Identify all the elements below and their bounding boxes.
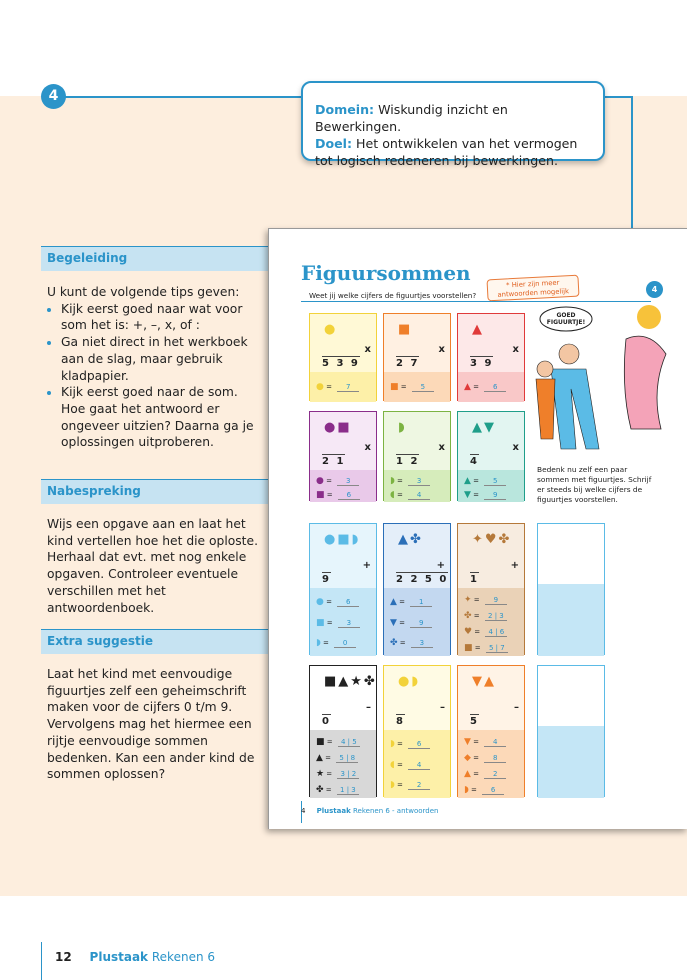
puzzle-symbols: ▲✤: [398, 532, 423, 547]
puzzle-result: 2 7: [396, 358, 420, 369]
answer-symbol: ■: [464, 642, 473, 653]
answer-equals: =: [323, 598, 335, 607]
answer-line: [390, 490, 430, 500]
answer-value: 0: [334, 639, 356, 648]
answer-value: 4 | 5: [338, 738, 360, 747]
answer-equals: =: [394, 760, 406, 769]
workbook-badge: 4: [646, 281, 663, 298]
begeleiding-header: Begeleiding: [41, 246, 269, 271]
puzzle-sum: [384, 666, 450, 730]
domain-label: Domein:: [315, 102, 375, 117]
answer-symbol: ▲: [464, 476, 471, 487]
puzzle-operator: x: [512, 344, 521, 355]
puzzle-operator: x: [512, 442, 521, 453]
puzzle-result: 0: [322, 716, 331, 727]
answer-symbol: ♥: [464, 626, 473, 637]
puzzle-symbols: ◗: [398, 420, 407, 435]
puzzle-card: [457, 665, 525, 797]
answer-equals: =: [394, 477, 406, 486]
answer-equals: =: [397, 639, 408, 648]
puzzle-sum: [458, 314, 524, 372]
puzzle-answers: [310, 730, 376, 798]
puzzle-card: [457, 523, 525, 655]
answer-value: 4: [484, 738, 506, 747]
puzzle-symbols: ▼▲: [472, 674, 496, 689]
answer-line: [464, 753, 506, 763]
answer-line: [390, 618, 432, 628]
puzzle-sum: [458, 666, 524, 730]
own-sum-card: [537, 523, 605, 655]
answer-value: 5: [484, 477, 506, 486]
answer-symbol: ▲: [316, 752, 323, 763]
answer-line: [464, 737, 506, 747]
puzzle-result: 4: [470, 456, 479, 467]
goal-label: Doel:: [315, 136, 353, 151]
puzzle-result: 2 1: [322, 456, 346, 467]
puzzle-card: [383, 523, 451, 655]
answer-value: 6: [408, 740, 430, 749]
workbook-footer: [301, 807, 439, 815]
puzzle-answers: [458, 588, 524, 656]
puzzle-answers: [458, 372, 524, 402]
answer-line: [390, 597, 432, 607]
answer-value: 1 | 3: [337, 786, 359, 795]
answer-value: 6: [337, 598, 359, 607]
workbook-question: Weet jij welke cijfers de figuurtjes voorstellen?: [309, 291, 477, 300]
tip-item: • Kijk eerst goed naar de som. Hoe gaat het antwoord er ongeveer uitzien? Daarna ga je oplossingen uitproberen.: [61, 384, 262, 451]
answer-value: 5 | 7: [486, 644, 508, 653]
answer-equals: =: [470, 477, 482, 486]
puzzle-result: 3 9: [470, 358, 494, 369]
puzzle-sum: [458, 412, 524, 470]
puzzle-operator: +: [436, 560, 447, 571]
answer-line: [464, 785, 504, 795]
cartoon-illustration: [531, 299, 681, 459]
workbook-note: * Hier zijn meer antwoorden mogelijk: [486, 275, 579, 302]
footer-brand: Plustaak: [89, 950, 149, 964]
answer-line: [390, 760, 430, 770]
answer-equals: =: [396, 618, 408, 627]
puzzle-sum: [384, 412, 450, 470]
puzzle-result: 2 2 5 0: [396, 574, 449, 585]
nabespreking-text: Wijs een opgave aan en laat het kind vertellen hoe het die oploste. Herhaal dat evt. met nog enkele opgaven. Controleer eventuele verschillen met het antwoordenboek.: [47, 517, 258, 615]
workbook-page: [268, 228, 687, 829]
answer-line: [390, 476, 430, 486]
answer-equals: =: [468, 785, 480, 794]
answer-line: [316, 597, 359, 607]
answer-value: 1: [410, 598, 432, 607]
answer-symbol: ■: [316, 737, 325, 748]
puzzle-operator: –: [366, 702, 373, 713]
tip-item: • Kijk eerst goed naar wat voor som het is: +, –, x, of :: [61, 301, 262, 334]
answer-symbol: ●: [316, 476, 324, 487]
answer-value: 8: [484, 754, 506, 763]
answer-symbol: ●: [316, 382, 324, 393]
answer-line: [464, 627, 507, 637]
puzzle-card: [309, 523, 377, 655]
svg-text:GOED: GOED: [556, 312, 576, 319]
answer-equals: =: [324, 769, 335, 778]
tip-item: • Ga niet direct in het werkboek aan de slag, maar gebruik kladpapier.: [61, 334, 262, 384]
answer-value: 9: [410, 619, 432, 628]
answer-equals: =: [396, 598, 408, 607]
puzzle-card: [383, 313, 451, 401]
answer-line: [390, 638, 433, 648]
puzzle-sum: [310, 524, 376, 588]
answer-equals: =: [322, 753, 334, 762]
puzzle-symbols: ▲▼: [472, 420, 496, 435]
puzzle-answers: [384, 588, 450, 656]
answer-line: [464, 769, 506, 779]
answer-value: 7: [337, 383, 359, 392]
puzzle-sum: [458, 524, 524, 588]
puzzle-result: 8: [396, 716, 405, 727]
section-number-badge: 4: [41, 84, 66, 109]
answer-line: [316, 753, 358, 763]
answer-symbol: ▲: [464, 768, 471, 779]
puzzle-card: [457, 411, 525, 501]
workbook-side-text: Bedenk nu zelf een paar sommen met figuurtjes. Schrijf er steeds bij welke cijfers de figuurtjes voorstellen.: [537, 465, 652, 504]
answer-equals: =: [324, 491, 335, 500]
puzzle-card: [309, 411, 377, 501]
answer-equals: =: [470, 491, 482, 500]
tips-list: [47, 301, 262, 451]
answer-equals: =: [394, 491, 406, 500]
puzzle-operator: x: [364, 442, 373, 453]
puzzle-operator: +: [510, 560, 521, 571]
page-number: 12: [55, 950, 72, 964]
answer-value: 6: [338, 491, 360, 500]
answer-line: [464, 595, 507, 605]
puzzle-symbols: ●◗: [398, 674, 421, 689]
puzzle-symbols: ●■: [324, 420, 352, 435]
answer-value: 3 | 2: [337, 770, 359, 779]
answer-symbol: ✤: [390, 638, 398, 649]
domain-text: Wiskundig inzicht en Bewerkingen.: [315, 102, 508, 134]
own-sum-card: [537, 665, 605, 797]
puzzle-operator: x: [364, 344, 373, 355]
puzzle-answers: [458, 470, 524, 502]
answer-value: 6: [484, 383, 506, 392]
answer-line: [316, 769, 359, 779]
puzzle-symbols: ■▲★✤: [324, 674, 377, 689]
puzzle-card: [383, 665, 451, 797]
answer-symbol: ★: [316, 768, 325, 779]
puzzle-operator: +: [362, 560, 373, 571]
answer-equals: =: [320, 639, 332, 648]
puzzle-answers: [384, 730, 450, 798]
nabespreking-header: Nabespreking: [41, 479, 269, 504]
puzzle-operator: x: [438, 442, 447, 453]
answer-value: 4 | 6: [485, 628, 507, 637]
answer-symbol: ◆: [464, 752, 471, 763]
workbook-title: Figuursommen: [301, 261, 471, 285]
answer-equals: =: [471, 611, 482, 620]
answer-line: [316, 638, 356, 648]
puzzle-symbols: ▲: [472, 322, 484, 337]
answer-line: [390, 382, 434, 392]
answer-symbol: ◗: [464, 784, 469, 795]
answer-line: [464, 476, 506, 486]
puzzle-operator: x: [438, 344, 447, 355]
puzzle-sum: [310, 666, 376, 730]
page-footer: [55, 950, 215, 964]
answer-symbol: ▼: [464, 490, 471, 501]
answer-value: 3: [338, 619, 360, 628]
puzzle-answers: [310, 470, 376, 502]
puzzle-answers: [384, 470, 450, 502]
answer-equals: =: [470, 753, 482, 762]
answer-symbol: ■: [390, 382, 399, 393]
answer-value: 2: [408, 781, 430, 790]
puzzle-result: 1 2: [396, 456, 420, 467]
puzzle-answers: [458, 730, 524, 798]
answer-symbol: ◗: [390, 739, 395, 750]
answer-value: 9: [485, 596, 507, 605]
answer-equals: =: [323, 785, 334, 794]
answer-symbol: ▲: [390, 597, 397, 608]
puzzle-answers: [384, 372, 450, 402]
answer-line: [316, 618, 360, 628]
puzzle-card: [457, 313, 525, 401]
begeleiding-intro: U kunt de volgende tips geven:: [47, 285, 240, 299]
answer-line: [464, 382, 506, 392]
puzzle-symbols: ●: [324, 322, 338, 337]
answer-equals: =: [324, 738, 335, 747]
answer-equals: =: [394, 740, 406, 749]
answer-symbol: ◖: [390, 759, 395, 770]
puzzle-operator: –: [514, 702, 521, 713]
answer-symbol: ✤: [464, 610, 472, 621]
answer-equals: =: [470, 383, 482, 392]
answer-value: 4: [408, 761, 430, 770]
answer-equals: =: [323, 383, 335, 392]
puzzle-symbols: ✦♥✤: [472, 532, 512, 547]
answer-equals: =: [398, 383, 409, 392]
answer-line: [316, 382, 359, 392]
answer-equals: =: [472, 627, 483, 636]
answer-value: 2 | 3: [485, 612, 507, 621]
puzzle-card: [383, 411, 451, 501]
answer-value: 5: [412, 383, 434, 392]
answer-line: [390, 739, 430, 749]
answer-value: 4: [408, 491, 430, 500]
answer-symbol: ●: [316, 597, 324, 608]
answer-line: [390, 780, 430, 790]
answer-value: 9: [484, 491, 506, 500]
answer-equals: =: [471, 596, 482, 605]
answer-line: [316, 737, 360, 747]
answer-symbol: ■: [316, 490, 325, 501]
workbook-footer-brand: Plustaak: [316, 807, 351, 815]
puzzle-operator: –: [440, 702, 447, 713]
puzzle-card: [309, 665, 377, 797]
answer-symbol: ▼: [464, 737, 471, 748]
puzzle-result: 1: [470, 574, 479, 585]
puzzle-answers: [310, 372, 376, 402]
answer-symbol: ✦: [464, 595, 472, 606]
answer-equals: =: [472, 643, 483, 652]
answer-symbol: ■: [316, 617, 325, 628]
extra-suggestie-header: Extra suggestie: [41, 629, 269, 654]
answer-symbol: ◗: [390, 476, 395, 487]
puzzle-symbols: ●■◗: [324, 532, 361, 547]
answer-equals: =: [324, 618, 335, 627]
puzzle-card: [309, 313, 377, 401]
answer-value: 3: [408, 477, 430, 486]
workbook-footer-subtitle: Rekenen 6 - antwoorden: [352, 807, 439, 815]
answer-symbol: ◗: [390, 780, 395, 791]
answer-value: 3: [411, 639, 433, 648]
answer-symbol: ✤: [316, 784, 324, 795]
answer-value: 5 | 8: [336, 754, 358, 763]
puzzle-result: 9: [322, 574, 331, 585]
answer-equals: =: [470, 769, 482, 778]
answer-symbol: ▲: [464, 382, 471, 393]
footer-subtitle: Rekenen 6: [151, 950, 216, 964]
puzzle-sum: [384, 524, 450, 588]
answer-line: [464, 611, 507, 621]
answer-equals: =: [323, 477, 335, 486]
svg-text:FIGUURTJE!: FIGUURTJE!: [546, 319, 586, 326]
extra-suggestie-text: Laat het kind met eenvoudige figuurtjes zelf een geheimschrift maken voor de cijfers 0 t/m 9. Vervolgens mag het hiermee een rijtje eenvoudige sommen bedenken. Kan een ander kind de sommen oplossen?: [47, 667, 255, 782]
puzzle-sum: [384, 314, 450, 372]
begeleiding-body: [47, 284, 262, 451]
answer-value: 3: [337, 477, 359, 486]
answer-equals: =: [394, 781, 406, 790]
puzzle-answers: [310, 588, 376, 656]
answer-line: [464, 643, 508, 653]
answer-line: [316, 476, 359, 486]
domain-goal-box: [301, 81, 605, 168]
answer-value: 6: [482, 786, 504, 795]
answer-symbol: ◗: [316, 638, 321, 649]
puzzle-result: 5: [470, 716, 479, 727]
puzzle-sum: [310, 314, 376, 372]
answer-symbol: ▼: [390, 617, 397, 628]
footer-rule: [41, 942, 42, 980]
answer-value: 2: [484, 770, 506, 779]
answer-symbol: ◖: [390, 490, 395, 501]
answer-line: [464, 490, 506, 500]
goal-text: Het ontwikkelen van het vermogen tot logisch redeneren bij bewerkingen.: [315, 136, 578, 168]
workbook-footer-page: 4: [301, 807, 306, 815]
puzzle-sum: [310, 412, 376, 470]
answer-equals: =: [470, 738, 482, 747]
header-rule-right: [631, 96, 633, 236]
answer-line: [316, 490, 360, 500]
answer-line: [316, 785, 359, 795]
puzzle-result: 5 3 9: [322, 358, 360, 369]
puzzle-symbols: ■: [398, 322, 413, 337]
